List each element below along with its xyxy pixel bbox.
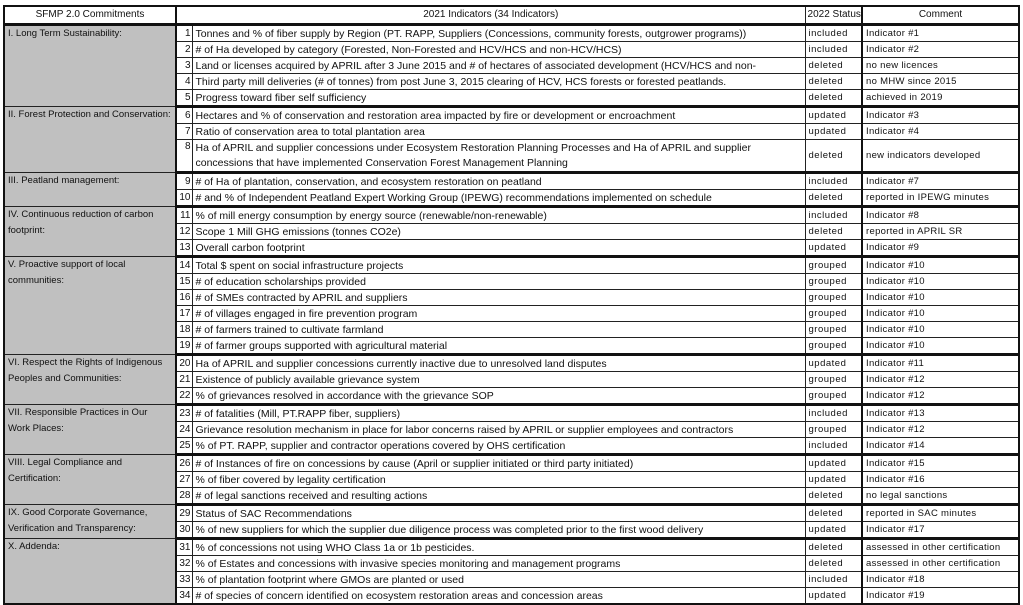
row-number[interactable]: 3: [176, 58, 192, 74]
comment-cell[interactable]: Indicator #12: [862, 372, 1019, 388]
status-cell[interactable]: included: [805, 42, 862, 58]
row-number[interactable]: 21: [176, 372, 192, 388]
status-cell[interactable]: grouped: [805, 306, 862, 322]
comment-cell[interactable]: reported in SAC minutes: [862, 505, 1019, 522]
comment-cell[interactable]: Indicator #10: [862, 290, 1019, 306]
table-row: [4, 455, 1019, 472]
status-cell[interactable]: grouped: [805, 372, 862, 388]
comment-cell[interactable]: Indicator #12: [862, 422, 1019, 438]
status-cell[interactable]: deleted: [805, 224, 862, 240]
comment-cell[interactable]: assessed in other certification: [862, 556, 1019, 572]
row-number[interactable]: 25: [176, 438, 192, 455]
commitment-group[interactable]: I. Long Term Sustainability:: [4, 25, 176, 107]
indicator-cell[interactable]: Total $ spent on social infrastructure projects: [192, 257, 805, 274]
row-number[interactable]: 8: [176, 140, 192, 173]
row-number[interactable]: 6: [176, 107, 192, 124]
status-cell[interactable]: grouped: [805, 322, 862, 338]
status-cell[interactable]: grouped: [805, 274, 862, 290]
row-number[interactable]: 18: [176, 322, 192, 338]
status-cell[interactable]: updated: [805, 124, 862, 140]
comment-cell[interactable]: no new licences: [862, 58, 1019, 74]
status-cell[interactable]: included: [805, 173, 862, 190]
indicator-cell[interactable]: Hectares and % of conservation and restoration area impacted by fire or development or encroachment: [192, 107, 805, 124]
comment-cell[interactable]: Indicator #4: [862, 124, 1019, 140]
status-cell[interactable]: updated: [805, 522, 862, 539]
indicator-cell[interactable]: # of farmer groups supported with agricultural material: [192, 338, 805, 355]
row-number[interactable]: 30: [176, 522, 192, 539]
header-status[interactable]: 2022 Status: [805, 6, 862, 25]
indicator-cell[interactable]: % of new suppliers for which the supplier due diligence process was completed prior to the first wood delivery: [192, 522, 805, 539]
indicator-cell[interactable]: % of mill energy consumption by energy source (renewable/non-renewable): [192, 207, 805, 224]
header-row: [4, 6, 1019, 25]
row-number[interactable]: 28: [176, 488, 192, 505]
row-number[interactable]: 27: [176, 472, 192, 488]
comment-cell[interactable]: reported in APRIL SR: [862, 224, 1019, 240]
comment-cell[interactable]: Indicator #12: [862, 388, 1019, 405]
comment-cell[interactable]: Indicator #10: [862, 338, 1019, 355]
row-number[interactable]: 4: [176, 74, 192, 90]
indicator-cell[interactable]: Progress toward fiber self sufficiency: [192, 90, 805, 107]
header-commitments[interactable]: SFMP 2.0 Commitments: [4, 6, 176, 25]
indicator-cell[interactable]: # of SMEs contracted by APRIL and suppliers: [192, 290, 805, 306]
row-number[interactable]: 33: [176, 572, 192, 588]
indicator-cell[interactable]: Land or licenses acquired by APRIL after 3 June 2015 and # of hectares of associated development (HCV/HCS and non-: [192, 58, 805, 74]
indicator-cell[interactable]: # of fatalities (Mill, PT.RAPP fiber, suppliers): [192, 405, 805, 422]
status-cell[interactable]: included: [805, 438, 862, 455]
comment-cell[interactable]: achieved in 2019: [862, 90, 1019, 107]
status-cell[interactable]: deleted: [805, 140, 862, 173]
comment-cell[interactable]: Indicator #10: [862, 274, 1019, 290]
status-cell[interactable]: included: [805, 207, 862, 224]
comment-cell[interactable]: assessed in other certification: [862, 539, 1019, 556]
comment-cell[interactable]: Indicator #15: [862, 455, 1019, 472]
indicator-cell[interactable]: # of farmers trained to cultivate farmland: [192, 322, 805, 338]
comment-cell[interactable]: Indicator #17: [862, 522, 1019, 539]
indicator-cell[interactable]: % of plantation footprint where GMOs are planted or used: [192, 572, 805, 588]
comment-cell[interactable]: Indicator #19: [862, 588, 1019, 605]
status-cell[interactable]: updated: [805, 455, 862, 472]
status-cell[interactable]: updated: [805, 355, 862, 372]
comment-cell[interactable]: Indicator #10: [862, 306, 1019, 322]
indicator-cell[interactable]: % of fiber covered by legality certification: [192, 472, 805, 488]
indicator-cell[interactable]: # of legal sanctions received and resulting actions: [192, 488, 805, 505]
row-number[interactable]: 14: [176, 257, 192, 274]
status-cell[interactable]: updated: [805, 472, 862, 488]
comment-cell[interactable]: Indicator #3: [862, 107, 1019, 124]
row-number[interactable]: 32: [176, 556, 192, 572]
indicator-cell[interactable]: Grievance resolution mechanism in place for labor concerns raised by APRIL or supplier employees and contractors: [192, 422, 805, 438]
indicator-cell[interactable]: Ratio of conservation area to total plantation area: [192, 124, 805, 140]
status-cell[interactable]: deleted: [805, 58, 862, 74]
indicator-cell[interactable]: % of PT. RAPP, supplier and contractor operations covered by OHS certification: [192, 438, 805, 455]
indicator-cell[interactable]: Status of SAC Recommendations: [192, 505, 805, 522]
row-number[interactable]: 11: [176, 207, 192, 224]
row-number[interactable]: 7: [176, 124, 192, 140]
status-cell[interactable]: updated: [805, 588, 862, 605]
indicator-cell[interactable]: # of Ha developed by category (Forested, Non-Forested and HCV/HCS and non-HCV/HCS): [192, 42, 805, 58]
status-cell[interactable]: grouped: [805, 257, 862, 274]
row-number[interactable]: 9: [176, 173, 192, 190]
row-number[interactable]: 15: [176, 274, 192, 290]
status-cell[interactable]: included: [805, 25, 862, 42]
indicator-cell[interactable]: # of Ha of plantation, conservation, and ecosystem restoration on peatland: [192, 173, 805, 190]
indicator-cell[interactable]: Scope 1 Mill GHG emissions (tonnes CO2e): [192, 224, 805, 240]
indicator-cell[interactable]: Existence of publicly available grievance system: [192, 372, 805, 388]
comment-cell[interactable]: Indicator #2: [862, 42, 1019, 58]
status-cell[interactable]: deleted: [805, 505, 862, 522]
row-number[interactable]: 17: [176, 306, 192, 322]
row-number[interactable]: 16: [176, 290, 192, 306]
indicator-cell[interactable]: # of villages engaged in fire prevention program: [192, 306, 805, 322]
row-number[interactable]: 12: [176, 224, 192, 240]
status-cell[interactable]: included: [805, 572, 862, 588]
status-cell[interactable]: grouped: [805, 290, 862, 306]
table-row: [4, 173, 1019, 190]
indicator-cell[interactable]: % of concessions not using WHO Class 1a or 1b pesticides.: [192, 539, 805, 556]
comment-cell[interactable]: Indicator #7: [862, 173, 1019, 190]
commitment-group[interactable]: IX. Good Corporate Governance, Verification and Transparency:: [4, 505, 176, 539]
status-cell[interactable]: deleted: [805, 190, 862, 207]
status-cell[interactable]: grouped: [805, 422, 862, 438]
row-number[interactable]: 31: [176, 539, 192, 556]
row-number[interactable]: 23: [176, 405, 192, 422]
row-number[interactable]: 13: [176, 240, 192, 257]
status-cell[interactable]: included: [805, 405, 862, 422]
row-number[interactable]: 2: [176, 42, 192, 58]
comment-cell[interactable]: Indicator #18: [862, 572, 1019, 588]
row-number[interactable]: 26: [176, 455, 192, 472]
comment-cell[interactable]: Indicator #8: [862, 207, 1019, 224]
indicator-cell[interactable]: % of Estates and concessions with invasive species monitoring and management programs: [192, 556, 805, 572]
status-cell[interactable]: deleted: [805, 74, 862, 90]
row-number[interactable]: 24: [176, 422, 192, 438]
commitment-group[interactable]: II. Forest Protection and Conservation:: [4, 107, 176, 173]
status-cell[interactable]: deleted: [805, 488, 862, 505]
comment-cell[interactable]: Indicator #1: [862, 25, 1019, 42]
indicator-cell[interactable]: Ha of APRIL and supplier concessions under Ecosystem Restoration Planning Processes and Ha of APRIL and supplier concessions that have implemented Conservation Forest Management Planning: [192, 140, 805, 173]
status-cell[interactable]: grouped: [805, 388, 862, 405]
comment-cell[interactable]: new indicators developed: [862, 140, 1019, 173]
status-cell[interactable]: updated: [805, 107, 862, 124]
comment-cell[interactable]: no MHW since 2015: [862, 74, 1019, 90]
commitment-group[interactable]: X. Addenda:: [4, 539, 176, 605]
table-row: [4, 107, 1019, 124]
commitment-group[interactable]: VII. Responsible Practices in Our Work Places:: [4, 405, 176, 455]
comment-cell[interactable]: Indicator #10: [862, 322, 1019, 338]
status-cell[interactable]: deleted: [805, 556, 862, 572]
comment-cell[interactable]: Indicator #16: [862, 472, 1019, 488]
status-cell[interactable]: deleted: [805, 90, 862, 107]
indicator-cell[interactable]: Overall carbon footprint: [192, 240, 805, 257]
table-row: [4, 25, 1019, 42]
commitment-group[interactable]: VIII. Legal Compliance and Certification:: [4, 455, 176, 505]
indicator-cell[interactable]: # and % of Independent Peatland Expert Working Group (IPEWG) recommendations implemented on schedule: [192, 190, 805, 207]
row-number[interactable]: 20: [176, 355, 192, 372]
indicator-cell[interactable]: Third party mill deliveries (# of tonnes) from post June 3, 2015 clearing of HCV, HCS forests or forested peatlands.: [192, 74, 805, 90]
row-number[interactable]: 10: [176, 190, 192, 207]
comment-cell[interactable]: Indicator #10: [862, 257, 1019, 274]
table-row: [4, 257, 1019, 274]
indicators-table: [3, 5, 1020, 605]
commitment-group[interactable]: III. Peatland management:: [4, 173, 176, 207]
table-row: [4, 405, 1019, 422]
header-indicators[interactable]: 2021 Indicators (34 Indicators): [176, 6, 805, 25]
indicator-cell[interactable]: Tonnes and % of fiber supply by Region (PT. RAPP, Suppliers (Concessions, community forests, outgrower programs)): [192, 25, 805, 42]
row-number[interactable]: 1: [176, 25, 192, 42]
row-number[interactable]: 22: [176, 388, 192, 405]
table-row: [4, 207, 1019, 224]
comment-cell[interactable]: no legal sanctions: [862, 488, 1019, 505]
indicator-cell[interactable]: # of education scholarships provided: [192, 274, 805, 290]
commitment-group[interactable]: IV. Continuous reduction of carbon footprint:: [4, 207, 176, 257]
status-cell[interactable]: updated: [805, 240, 862, 257]
status-cell[interactable]: deleted: [805, 539, 862, 556]
comment-cell[interactable]: Indicator #14: [862, 438, 1019, 455]
indicator-cell[interactable]: # of Instances of fire on concessions by cause (April or supplier initiated or third party initiated): [192, 455, 805, 472]
comment-cell[interactable]: reported in IPEWG minutes: [862, 190, 1019, 207]
row-number[interactable]: 34: [176, 588, 192, 605]
comment-cell[interactable]: Indicator #13: [862, 405, 1019, 422]
indicator-cell[interactable]: # of species of concern identified on ecosystem restoration areas and concession areas: [192, 588, 805, 605]
table-row: [4, 355, 1019, 372]
row-number[interactable]: 29: [176, 505, 192, 522]
indicator-cell[interactable]: Ha of APRIL and supplier concessions currently inactive due to unresolved land disputes: [192, 355, 805, 372]
table-row: [4, 505, 1019, 522]
commitment-group[interactable]: VI. Respect the Rights of Indigenous Peoples and Communities:: [4, 355, 176, 405]
commitment-group[interactable]: V. Proactive support of local communities:: [4, 257, 176, 355]
indicator-cell[interactable]: % of grievances resolved in accordance with the grievance SOP: [192, 388, 805, 405]
row-number[interactable]: 19: [176, 338, 192, 355]
comment-cell[interactable]: Indicator #11: [862, 355, 1019, 372]
header-comment[interactable]: Comment: [862, 6, 1019, 25]
status-cell[interactable]: grouped: [805, 338, 862, 355]
row-number[interactable]: 5: [176, 90, 192, 107]
table-row: [4, 539, 1019, 556]
comment-cell[interactable]: Indicator #9: [862, 240, 1019, 257]
